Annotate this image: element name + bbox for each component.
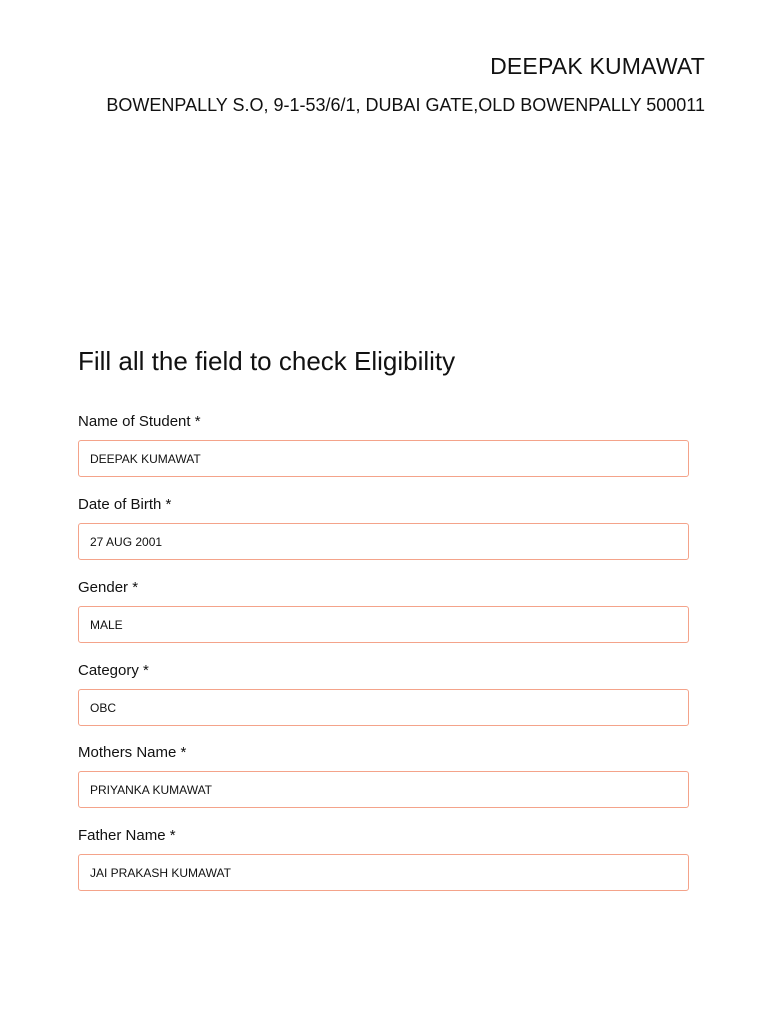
student-name-label: Name of Student * bbox=[78, 413, 201, 430]
mother-name-field[interactable] bbox=[78, 771, 689, 808]
gender-value: MALE bbox=[90, 617, 123, 632]
father-name-label: Father Name * bbox=[78, 827, 176, 844]
student-name-value: DEEPAK KUMAWAT bbox=[90, 451, 201, 466]
father-name-field[interactable] bbox=[78, 854, 689, 891]
date-of-birth-label: Date of Birth * bbox=[78, 496, 172, 513]
applicant-name-heading: DEEPAK KUMAWAT bbox=[490, 53, 705, 79]
mother-name-value: PRIYANKA KUMAWAT bbox=[90, 782, 213, 797]
category-value: OBC bbox=[90, 700, 117, 715]
date-of-birth-field[interactable] bbox=[78, 523, 689, 560]
category-label: Category * bbox=[78, 662, 149, 679]
applicant-address: BOWENPALLY S.O, 9-1-53/6/1, DUBAI GATE,OLD BOWENPALLY 500011 bbox=[106, 95, 705, 115]
student-name-field[interactable] bbox=[78, 440, 689, 477]
gender-label: Gender * bbox=[78, 579, 139, 596]
father-name-value: JAI PRAKASH KUMAWAT bbox=[90, 865, 231, 880]
form-title: Fill all the field to check Eligibility bbox=[78, 346, 456, 376]
date-of-birth-value: 27 AUG 2001 bbox=[90, 534, 163, 549]
category-field[interactable] bbox=[78, 689, 689, 726]
gender-field[interactable] bbox=[78, 606, 689, 643]
mother-name-label: Mothers Name * bbox=[78, 744, 187, 761]
